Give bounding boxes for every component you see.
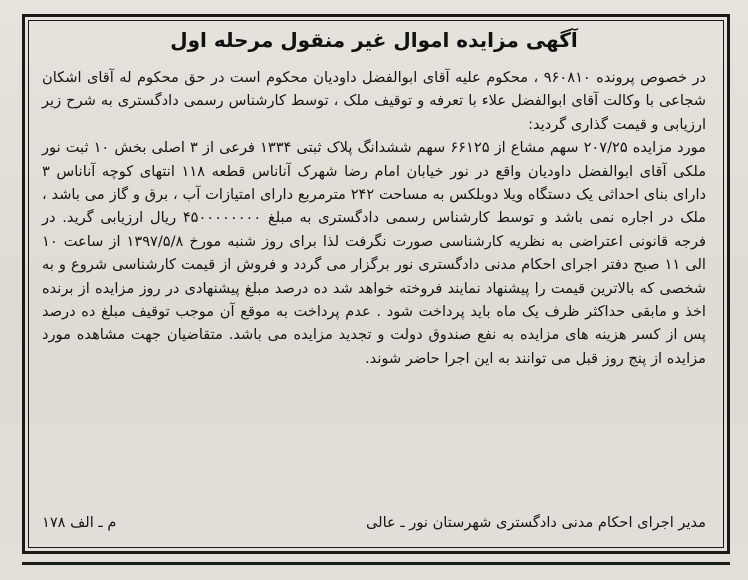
- notice-footer: [42, 510, 706, 534]
- notice-paragraph-intro: در خصوص پرونده ۹۶۰۸۱۰ ، محکوم علیه آقای ابوالفضل داودیان محکوم است در حق محکوم له آقای اشکان شجاعی با وکالت آقای ابوالفضل علاء با تعرفه و توقیف ملک ، توسط کارشناس رسمی دادگستری به شرح زیر ارزیابی و قیمت گذاری گردید:: [42, 69, 706, 133]
- notice-paragraph-details: مورد مزایده ۲۰۷/۲۵ سهم مشاع از ۶۶۱۲۵ سهم ششدانگ پلاک ثبتی ۱۳۳۴ فرعی از ۳ اصلی بخش ۱۰ ثبت نور ملکی آقای ابوالفضل داودیان واقع در نور خیابان امام رضا شهرک آناناس قطعه ۱۱۸ انتهای کوچه آناناس ۳ دارای بنای احداثی یک دستگاه ویلا دوبلکس به مساحت ۲۴۲ مترمربع دارای امتیازات آب ، برق و گاز می باشد ، ملک در اجاره نمی باشد و توسط کارشناس رسمی دادگستری به مبلغ ۴۵۰۰۰۰۰۰۰۰ ریال ارزیابی گرید. در فرجه قانونی اعتراضی به نظریه کارشناسی صورت نگرفت لذا برای روز شنبه مورخ ۱۳۹۷/۵/۸ از ساعت ۱۰ الی ۱۱ صبح دفتر اجرای احکام مدنی دادگستری نور برگزار می گردد و فروش از قیمت کارشناسی شروع و به شخصی که بالاترین قیمت را پیشنهاد نمایند فروخته خواهد شد ده درصد مبلغ پیشنهادی در روز مزایده از برنده اخذ و مابقی حداکثر ظرف یک ماه باید پرداخت شود . عدم پرداخت به موقع آن موجب توقیف مبلغ ده درصد پس از کسر هزینه های مزایده به نفع صندوق دولت و تجدید مزایده می باشد. متقاضیان جهت مشاهده مورد مزایده از پنج روز قبل می توانند به این اجرا حاضر شوند.: [42, 139, 707, 367]
- notice-body: [42, 66, 706, 370]
- notice-reference-code: م ـ الف ۱۷۸: [42, 513, 117, 531]
- notice-title: آگهی مزایده اموال غیر منقول مرحله اول: [170, 28, 578, 52]
- next-notice-border: [22, 562, 730, 580]
- notice-signature: مدیر اجرای احکام مدنی دادگستری شهرستان نور ـ عالی: [365, 513, 706, 531]
